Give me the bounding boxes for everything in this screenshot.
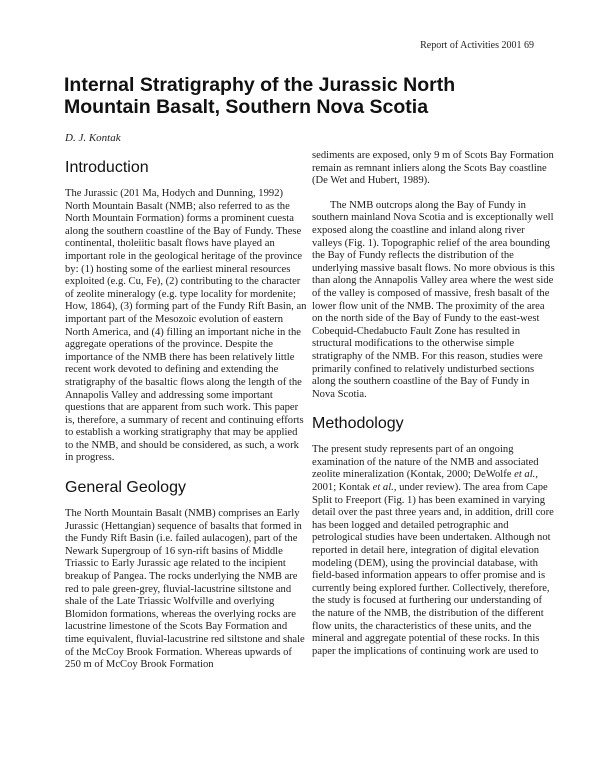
paper-title: Internal Stratigraphy of the Jurassic North Mountain Basalt, Southern Nova Scotia [64,74,456,118]
running-head: Report of Activities 2001 69 [420,40,534,51]
general-geology-paragraph-1: The North Mountain Basalt (NMB) comprises an Early Jurassic (Hettangian) sequence of basalts that formed in the Fundy Rift Basin (i.e. failed aulacogen), part of the Newark Supergroup of 16 syn-rift basins of Middle Triassic to Early Jurassic age related to the incipient breakup of Pangea. The rocks underlying the NMB are red to pale green-grey, fluvial-lacustrine siltstone and shale of the Late Triassic Wolfville and overlying Blomidon formations, whereas the overlying rocks are lacustrine limestone of the Scots Bay Formation and time equivalent, fluvial-lacustrine red siltstone and shale of the McCoy Brook Formation. Whereas upwards of 250 m of McCoy Brook Formation [65,508,305,671]
general-geology-paragraph-1-continued: sediments are exposed, only 9 m of Scots Bay Formation remain as remnant inliers along the Scots Bay coastline (De Wet and Hubert, 1989). [312,150,554,187]
methodology-paragraph [312,444,555,658]
section-heading-introduction: Introduction [65,159,149,176]
section-heading-methodology: Methodology [312,415,404,433]
methodology-text-2: , 2001; Kontak [312,469,538,494]
introduction-paragraph: The Jurassic (201 Ma, Hodych and Dunning, 1992) North Mountain Basalt (NMB; also referred to as the North Mountain Formation) forms a prominent cuesta along the southern coastline of the Bay of Fundy. These continental, tholeiitic basalt flows have played an important role in the geological heritage of the province by: (1) hosting some of the earliest mineral resources exploited (e.g. Cu, Fe), (2) contributing to the character of zeolite mineralogy (e.g. type locality for mordenite; How, 1864), (3) forming part of the Fundy Rift Basin, an important part of the Mesozoic evolution of eastern North America, and (4) filling an important niche in the aggregate operations of the province. Despite the importance of the NMB there has been relatively little recent work devoted to defining and extending the stratigraphy of the basaltic flows along the length of the Annapolis Valley and addressing some important questions that are apparent from such work. This paper is, therefore, a summary of recent and continuing efforts to establish a working stratigraphy that may be applied to the NMB, and should be considered, as such, a work in progress. [65,188,307,464]
left-column [65,158,308,672]
et-al-citation-2: et al. [372,482,394,494]
right-column [312,150,555,658]
general-geology-paragraph-2: The NMB outcrops along the Bay of Fundy in southern mainland Nova Scotia and is exceptionally well exposed along the coastline and inland along river valleys (Fig. 1). Topographic relief of the area bounding the Bay of Fundy reflects the distribution of the underlying massive basalt flows. No more obvious is this than along the Annapolis Valley area where the west side of the valley is composed of massive, fresh basalt of the lower flow unit of the NMB. The proximity of the area on the north side of the Bay of Fundy to the east-west Cobequid-Chedabucto Fault Zone has resulted in structural modifications to the otherwise simple stratigraphy of the NMB. For this reason, studies were primarily confined to relatively undisturbed sections along the southern coastline of the Bay of Fundy in Nova Scotia. [312,199,555,400]
methodology-text-3: , under review). The area from Cape Split to Freeport (Fig. 1) has been examined in varying detail over the past three years and, in addition, drill core has been logged and detailed petrographic and petrological studies have been undertaken. Although not reported in detail here, integration of digital elevation modeling (DEM), using the provincial database, with field-based information appears to offer promise and is currently being explored further. Collectively, therefore, the study is focused at furthering our understanding of the nature of the NMB, the distribution of the different flow units, the characteristics of these units, and the mineral and aggregate potential of these rocks. In this paper the implications of continuing work are used to [312,482,554,657]
section-heading-general-geology: General Geology [65,479,186,497]
author-line: D. J. Kontak [65,132,121,144]
et-al-citation-1: et al. [514,469,536,481]
methodology-text-1: The present study represents part of an ongoing examination of the nature of the NMB and associated zeolite mineralization (Kontak, 2000; DeWolfe [312,444,539,481]
